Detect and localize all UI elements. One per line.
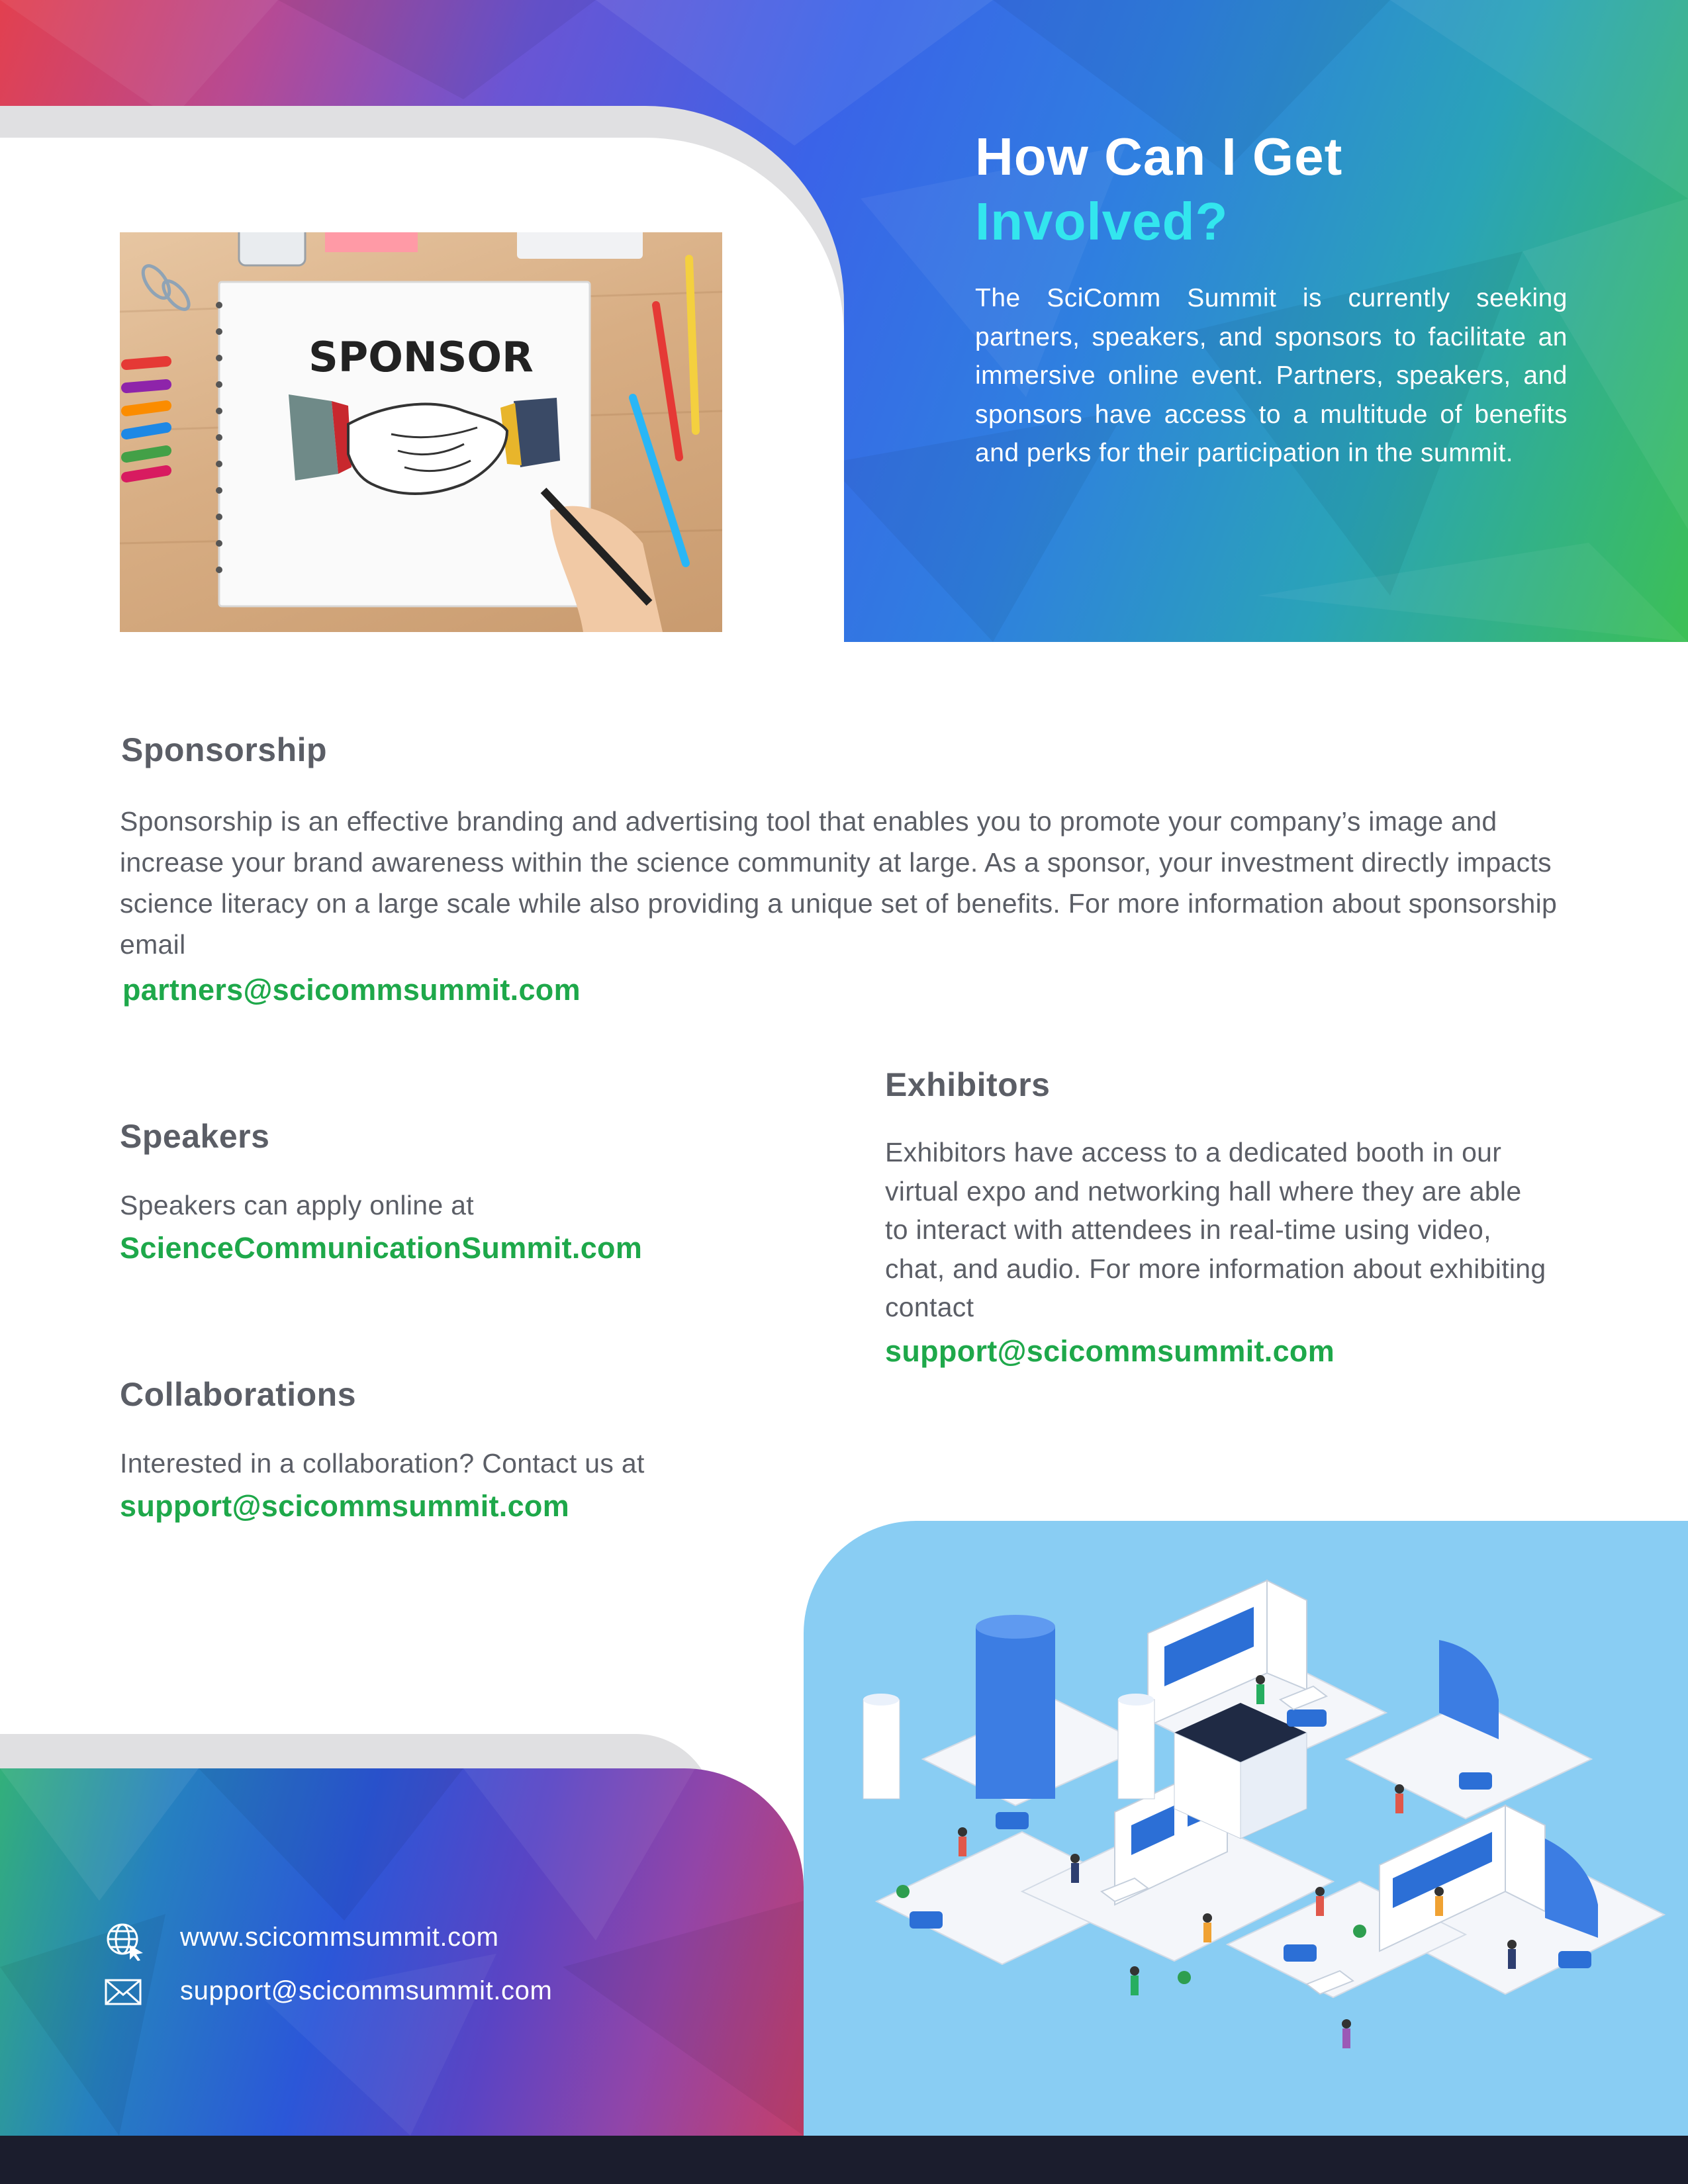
- speakers-text: Speakers can apply online at: [120, 1190, 474, 1220]
- sponsor-illustration: [120, 232, 722, 632]
- collaborations-heading: Collaborations: [120, 1376, 357, 1413]
- sponsorship-email-link[interactable]: partners@scicommsummit.com: [122, 973, 581, 1007]
- speakers-heading: Speakers: [120, 1118, 270, 1155]
- collaborations-text: Interested in a collaboration? Contact us at: [120, 1448, 645, 1479]
- expo-hall-graphic: [804, 1521, 1688, 2136]
- footer-bar: [0, 2136, 1688, 2184]
- intro-paragraph: The SciComm Summit is currently seeking partners, speakers, and sponsors to facilitate an immersive online event. Partners, speakers, and sponsors have access to a multitude of benefits and perks for their participation in the summit.: [975, 284, 1568, 467]
- title-line-2: Involved?: [975, 192, 1229, 251]
- collaborations-email-link[interactable]: support@scicommsummit.com: [120, 1489, 570, 1523]
- virtual-expo-illustration: [804, 1521, 1688, 2136]
- page-title: [975, 124, 1637, 254]
- speakers-website-link[interactable]: ScienceCommunicationSummit.com: [120, 1231, 643, 1265]
- sign-text: SPONSOR: [308, 333, 534, 381]
- sponsorship-text: Sponsorship is an effective branding and advertising tool that enables you to promote your company’s image and increase your brand awareness within the science community at large. As a sponsor, your investment directly impacts science literacy on a large scale while also providing a unique set of benefits. For more information about sponsorship email: [120, 806, 1558, 960]
- exhibitors-heading: Exhibitors: [885, 1066, 1051, 1103]
- globe-icon: [105, 1921, 144, 1961]
- exhibitors-email-link[interactable]: support@scicommsummit.com: [885, 1334, 1335, 1368]
- website-link[interactable]: www.scicommsummit.com: [180, 1923, 499, 1952]
- contact-email-link[interactable]: support@scicommsummit.com: [180, 1976, 553, 2005]
- sponsor-photo: [120, 232, 722, 632]
- sponsorship-heading: Sponsorship: [121, 731, 328, 768]
- mail-icon: [105, 1979, 142, 2005]
- title-line-1: How Can I Get: [975, 127, 1343, 186]
- exhibitors-text: Exhibitors have access to a dedicated booth in our virtual expo and networking hall where they are able to interact with attendees in real-time using video, chat, and audio. For more information about exhibiting contact: [885, 1137, 1546, 1322]
